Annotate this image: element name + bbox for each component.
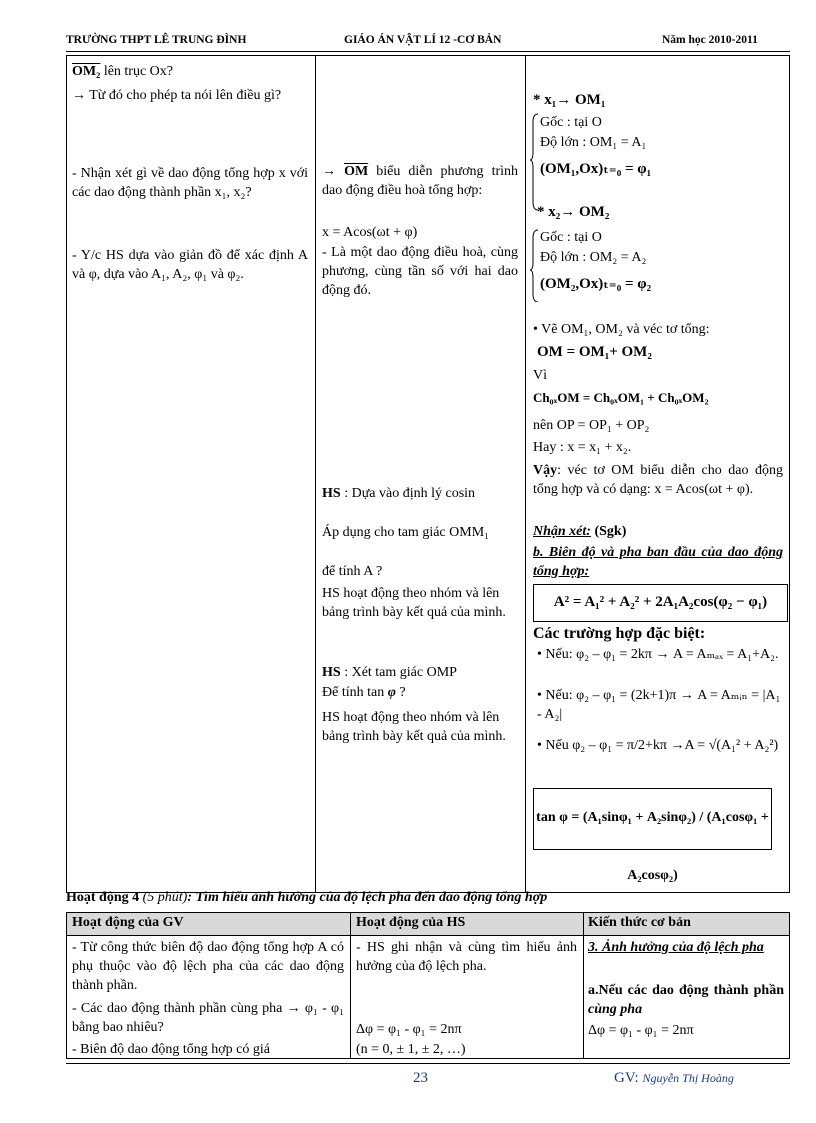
gv-amplitude-question: - Biên độ dao động tổng hợp có giá (72, 1042, 270, 1057)
header-rule (66, 51, 790, 52)
column-divider (583, 912, 584, 936)
x2-vector: * x₂→ OM₂ (537, 204, 610, 220)
hs-compute-a: để tính A ? (322, 564, 383, 579)
case-in-phase: • Nếu: φ₂ – φ₁ = 2kπ → A = Aₘₐₓ = A₁+A₂. (537, 647, 779, 662)
x1-vector: * x₁→ OM₁ (533, 92, 606, 108)
hs-triangle: Áp dụng cho tam giác OMM₁ (322, 525, 490, 540)
because-label: Vì (533, 368, 547, 383)
projection-sum: Ch₀ₓOM = Ch₀ₓOM₁ + Ch₀ₓOM₂ (533, 390, 709, 405)
hs-group-work: HS hoạt động theo nhóm và lên bảng trình bày kết quả của mình. (322, 586, 506, 620)
section-b-title: b. Biên độ và pha ban đầu của dao động tổng hợp: (533, 545, 783, 579)
draw-vectors: • Vẽ OM₁, OM₂ và véc tơ tổng: (533, 322, 710, 337)
header-gv: Hoạt động của GV (72, 915, 184, 930)
tan-formula: tan φ = (A₁sinφ₁ + A₂sinφ₂) / (A₁cosφ₁ + A₂cosφ₂) (533, 788, 772, 850)
column-divider (525, 55, 526, 893)
x1-magnitude: Độ lớn : OM₁ = A₁ (540, 135, 647, 150)
in-phase-case: a.Nếu các dao động thành phần cùng pha (588, 983, 784, 1017)
x-sum: Hay : x = x₁ + x₂. (533, 440, 632, 455)
gv-question-projection: OM₂ lên trục Ox? (72, 64, 174, 79)
gv-question-compare: - Nhận xét gì về dao động tổng hợp x với các dao động thành phần x₁, x₂? (72, 166, 308, 200)
x2-angle: (OM₂,Ox)ₜ₌₀ = φ₂ (540, 276, 652, 292)
remark: Nhận xét: (Sgk) (533, 524, 627, 539)
op-sum: nên OP = OP₁ + OP₂ (533, 418, 650, 433)
x2-origin: Gốc : tại O (540, 230, 602, 245)
hs-answer-equation: x = Acos(ωt + φ) (322, 225, 418, 240)
amplitude-formula: A² = A₁² + A₂² + 2A₁A₂cos(φ₂ − φ₁) (533, 584, 788, 622)
special-cases-title: Các trường hợp đặc biệt: (533, 625, 706, 642)
x1-angle: (OM₁,Ox)ₜ₌₀ = φ₁ (540, 161, 652, 177)
x1-origin: Gốc : tại O (540, 115, 602, 130)
conclusion: Vậy: véc tơ OM biểu diễn cho dao động tổng hợp và có dạng: x = Acos(ωt + φ). (533, 463, 783, 497)
footer-rule (66, 1063, 790, 1064)
hs-note: - HS ghi nhận và cùng tìm hiểu ảnh hưởng của độ lệch pha. (356, 940, 577, 974)
hs-group-work-2: HS hoạt động theo nhóm và lên bảng trình bày kết quả của mình. (322, 710, 506, 744)
hs-n-values: (n = 0, ± 1, ± 2, …) (356, 1042, 466, 1057)
hs-answer-harmonic: - Là một dao động điều hoà, cùng phương, cùng tần số với hai dao động đó. (322, 245, 518, 298)
header-kt: Kiến thức cơ bản (588, 915, 691, 930)
school-year: Năm học 2010-2011 (662, 34, 758, 46)
case-anti-phase: • Nếu: φ₂ – φ₁ = (2k+1)π → A = Aₘᵢₙ = |A₁ - A₂| (537, 688, 781, 722)
gv-question-diagram: - Y/c HS dựa vào giản đồ để xác định A và φ, dựa vào A₁, A₂, φ₁ và φ₂. (72, 248, 308, 282)
header-divider (66, 935, 790, 936)
hs-delta-phi: Δφ = φ₁ - φ₁ = 2nπ (356, 1022, 462, 1037)
section-3-title: 3. Ảnh hưởng của độ lệch pha (588, 940, 764, 955)
gv-question-meaning: → Từ đó cho phép ta nói lên điều gì? (72, 88, 282, 103)
subject-title: GIÁO ÁN VẬT LÍ 12 -CƠ BẢN (344, 34, 502, 46)
page-number: 23 (413, 1070, 428, 1086)
hs-tan: Để tính tan φ ? (322, 685, 406, 700)
vector-sum: OM = OM₁+ OM₂ (537, 344, 652, 360)
hs-answer-om: → $\overline{OM}$ biểu diễn phương trình dao động điều hoà tổng hợp: (322, 164, 519, 198)
teacher-credit: GV: Nguyễn Thị Hoàng (614, 1070, 734, 1086)
x2-magnitude: Độ lớn : OM₂ = A₂ (540, 250, 647, 265)
gv-formula-note: - Từ công thức biên độ dao động tổng hợp A có phụ thuộc vào độ lệch pha của các dao động thành phần. (72, 940, 344, 993)
school-name: TRƯỜNG THPT LÊ TRUNG ĐÌNH (66, 34, 247, 46)
hs-cosin: HS : Dựa vào định lý cosin (322, 486, 476, 501)
header-hs: Hoạt động của HS (356, 915, 466, 930)
hs-omp: HS : Xét tam giác OMP (322, 665, 457, 680)
column-divider (315, 55, 316, 893)
gv-in-phase-question: - Các dao động thành phần cùng pha → φ₁ - φ₁ bằng bao nhiêu? (72, 1001, 344, 1035)
in-phase-delta: Δφ = φ₁ - φ₁ = 2nπ (588, 1023, 694, 1038)
column-divider (350, 912, 351, 936)
brace-marks (530, 112, 540, 302)
activity4-title: Hoạt động 4 (5 phút): Tìm hiểu ảnh hưởng của độ lệch pha đến dao động tổng hợp (66, 890, 548, 905)
case-quadrature: • Nếu φ₂ – φ₁ = π/2+kπ →A = √(A₁² + A₂²) (537, 738, 779, 753)
